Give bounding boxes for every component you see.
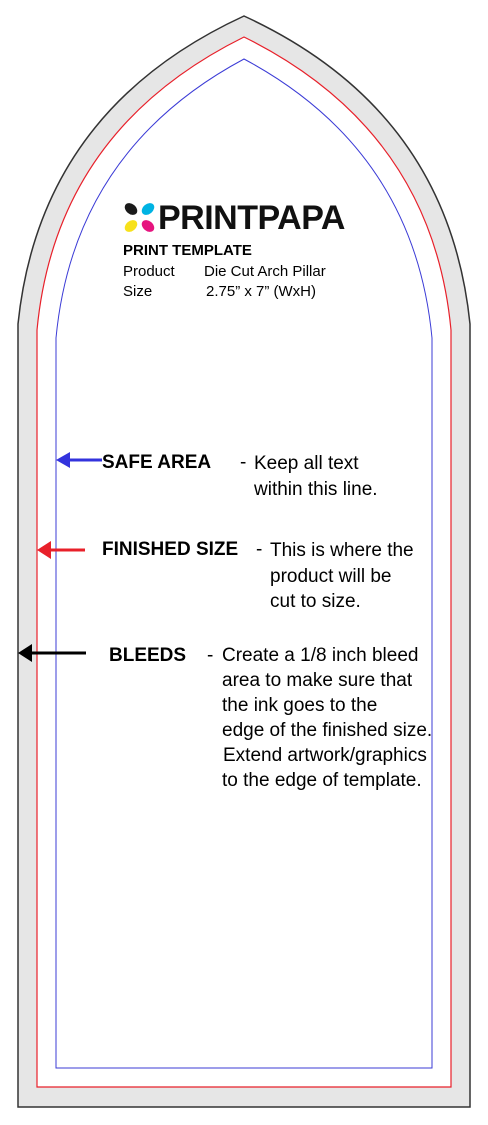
bleeds-title: BLEEDS xyxy=(109,645,187,666)
printpapa-logo xyxy=(120,198,370,238)
safe-area-title: SAFE AREA xyxy=(102,452,212,473)
logo-mark-icon xyxy=(120,198,160,238)
bleeds-line-3: the ink goes to the xyxy=(222,695,378,716)
bleeds-line-1: Create a 1/8 inch bleed xyxy=(222,645,419,666)
finished-size-title: FINISHED SIZE xyxy=(102,539,239,560)
finished-size-line-3: cut to size. xyxy=(270,591,361,612)
bleeds-line-2: area to make sure that xyxy=(222,670,413,691)
spec-label-product: Product xyxy=(123,263,175,280)
spec-value-size: 2.75” x 7” (WxH) xyxy=(206,283,317,300)
safe-area-line-2: within this line. xyxy=(254,479,378,500)
spec-label-size: Size xyxy=(123,283,153,300)
arrow-left-icon xyxy=(37,541,85,559)
spec-value-product: Die Cut Arch Pillar xyxy=(204,263,326,280)
finished-size-separator: - xyxy=(256,539,263,560)
template-heading: PRINT TEMPLATE xyxy=(123,242,252,259)
finished-size-line-2: product will be xyxy=(270,566,392,587)
bleeds-line-4: edge of the finished size. xyxy=(222,720,433,741)
safe-area-line-1: Keep all text xyxy=(254,453,359,474)
finished-size-line-1: This is where the xyxy=(270,540,414,561)
safe-area-separator: - xyxy=(240,452,247,473)
bleeds-separator: - xyxy=(207,645,214,666)
arrow-left-icon xyxy=(56,452,102,468)
arrow-left-icon xyxy=(18,644,86,662)
bleeds-line-6: to the edge of template. xyxy=(222,770,422,791)
brand-name: PRINTPAPA xyxy=(158,199,345,237)
bleeds-line-5: Extend artwork/graphics xyxy=(223,745,427,766)
